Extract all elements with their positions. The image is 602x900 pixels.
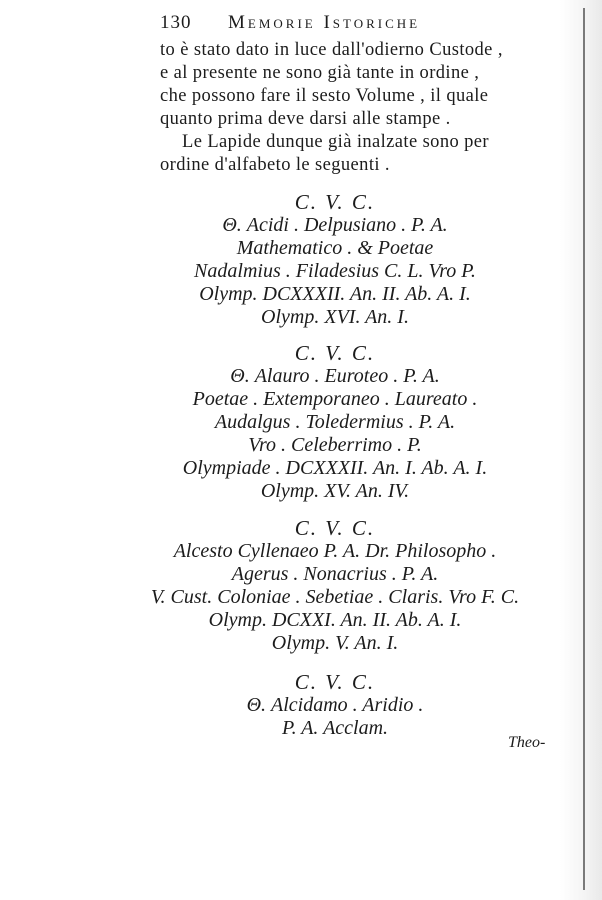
inscription-line: Mathematico . & Poetae <box>236 237 434 259</box>
inscription-heading: C. V. C. <box>294 341 376 365</box>
inscription-line: Olymp. DCXXI. An. II. Ab. A. I. <box>208 609 462 631</box>
inscription-line: Vro . Celeberrimo . P. <box>248 434 422 456</box>
prose-line: e al presente ne sono già tante in ordine , <box>160 63 480 83</box>
inscription-line: Audalgus . Toledermius . P. A. <box>214 411 456 433</box>
prose-line: quanto prima deve darsi alle stampe . <box>160 109 451 129</box>
inscription-line: Olymp. DCXXXII. An. II. Ab. A. I. <box>199 283 471 305</box>
inscription-line: Olymp. V. An. I. <box>271 632 399 654</box>
inscription-line: Θ. Alcidamo . Aridio . <box>246 694 424 716</box>
inscription-line: Θ. Acidi . Delpusiano . P. A. <box>222 214 448 236</box>
prose-line: che possono fare il sesto Volume , il quale <box>160 86 489 106</box>
page-number: 130 <box>160 12 192 33</box>
page-edge <box>583 8 585 890</box>
inscription-line: V. Cust. Coloniae . Sebetiae . Claris. Vro F. C. <box>150 586 520 608</box>
inscription-heading: C. V. C. <box>294 190 376 214</box>
prose-line: to è stato dato in luce dall'odierno Custode , <box>160 40 503 60</box>
inscription-heading: C. V. C. <box>294 516 376 540</box>
inscription-line: Θ. Alauro . Euroteo . P. A. <box>230 365 440 387</box>
prose-line: ordine d'alfabeto le seguenti . <box>160 155 390 175</box>
inscription-line: Poetae . Extemporaneo . Laureato . <box>192 388 478 410</box>
inscription-line: Agerus . Nonacrius . P. A. <box>231 563 439 585</box>
prose-line: Le Lapide dunque già inalzate sono per <box>182 132 489 152</box>
inscription-heading: C. V. C. <box>294 670 376 694</box>
binding-shadow <box>560 0 602 900</box>
catchword: Theo- <box>508 734 546 751</box>
inscription-line: Alcesto Cyllenaeo P. A. Dr. Philosopho . <box>173 540 497 562</box>
inscription-line: Olymp. XV. An. IV. <box>260 480 410 502</box>
running-header <box>160 10 560 40</box>
inscription-line: P. A. Acclam. <box>281 717 389 739</box>
inscription-line: Nadalmius . Filadesius C. L. Vro P. <box>194 260 476 282</box>
inscription-line: Olymp. XVI. An. I. <box>261 306 409 328</box>
inscription-line: Olympiade . DCXXXII. An. I. Ab. A. I. <box>182 457 488 479</box>
running-title: Memorie Istoriche <box>228 12 421 33</box>
